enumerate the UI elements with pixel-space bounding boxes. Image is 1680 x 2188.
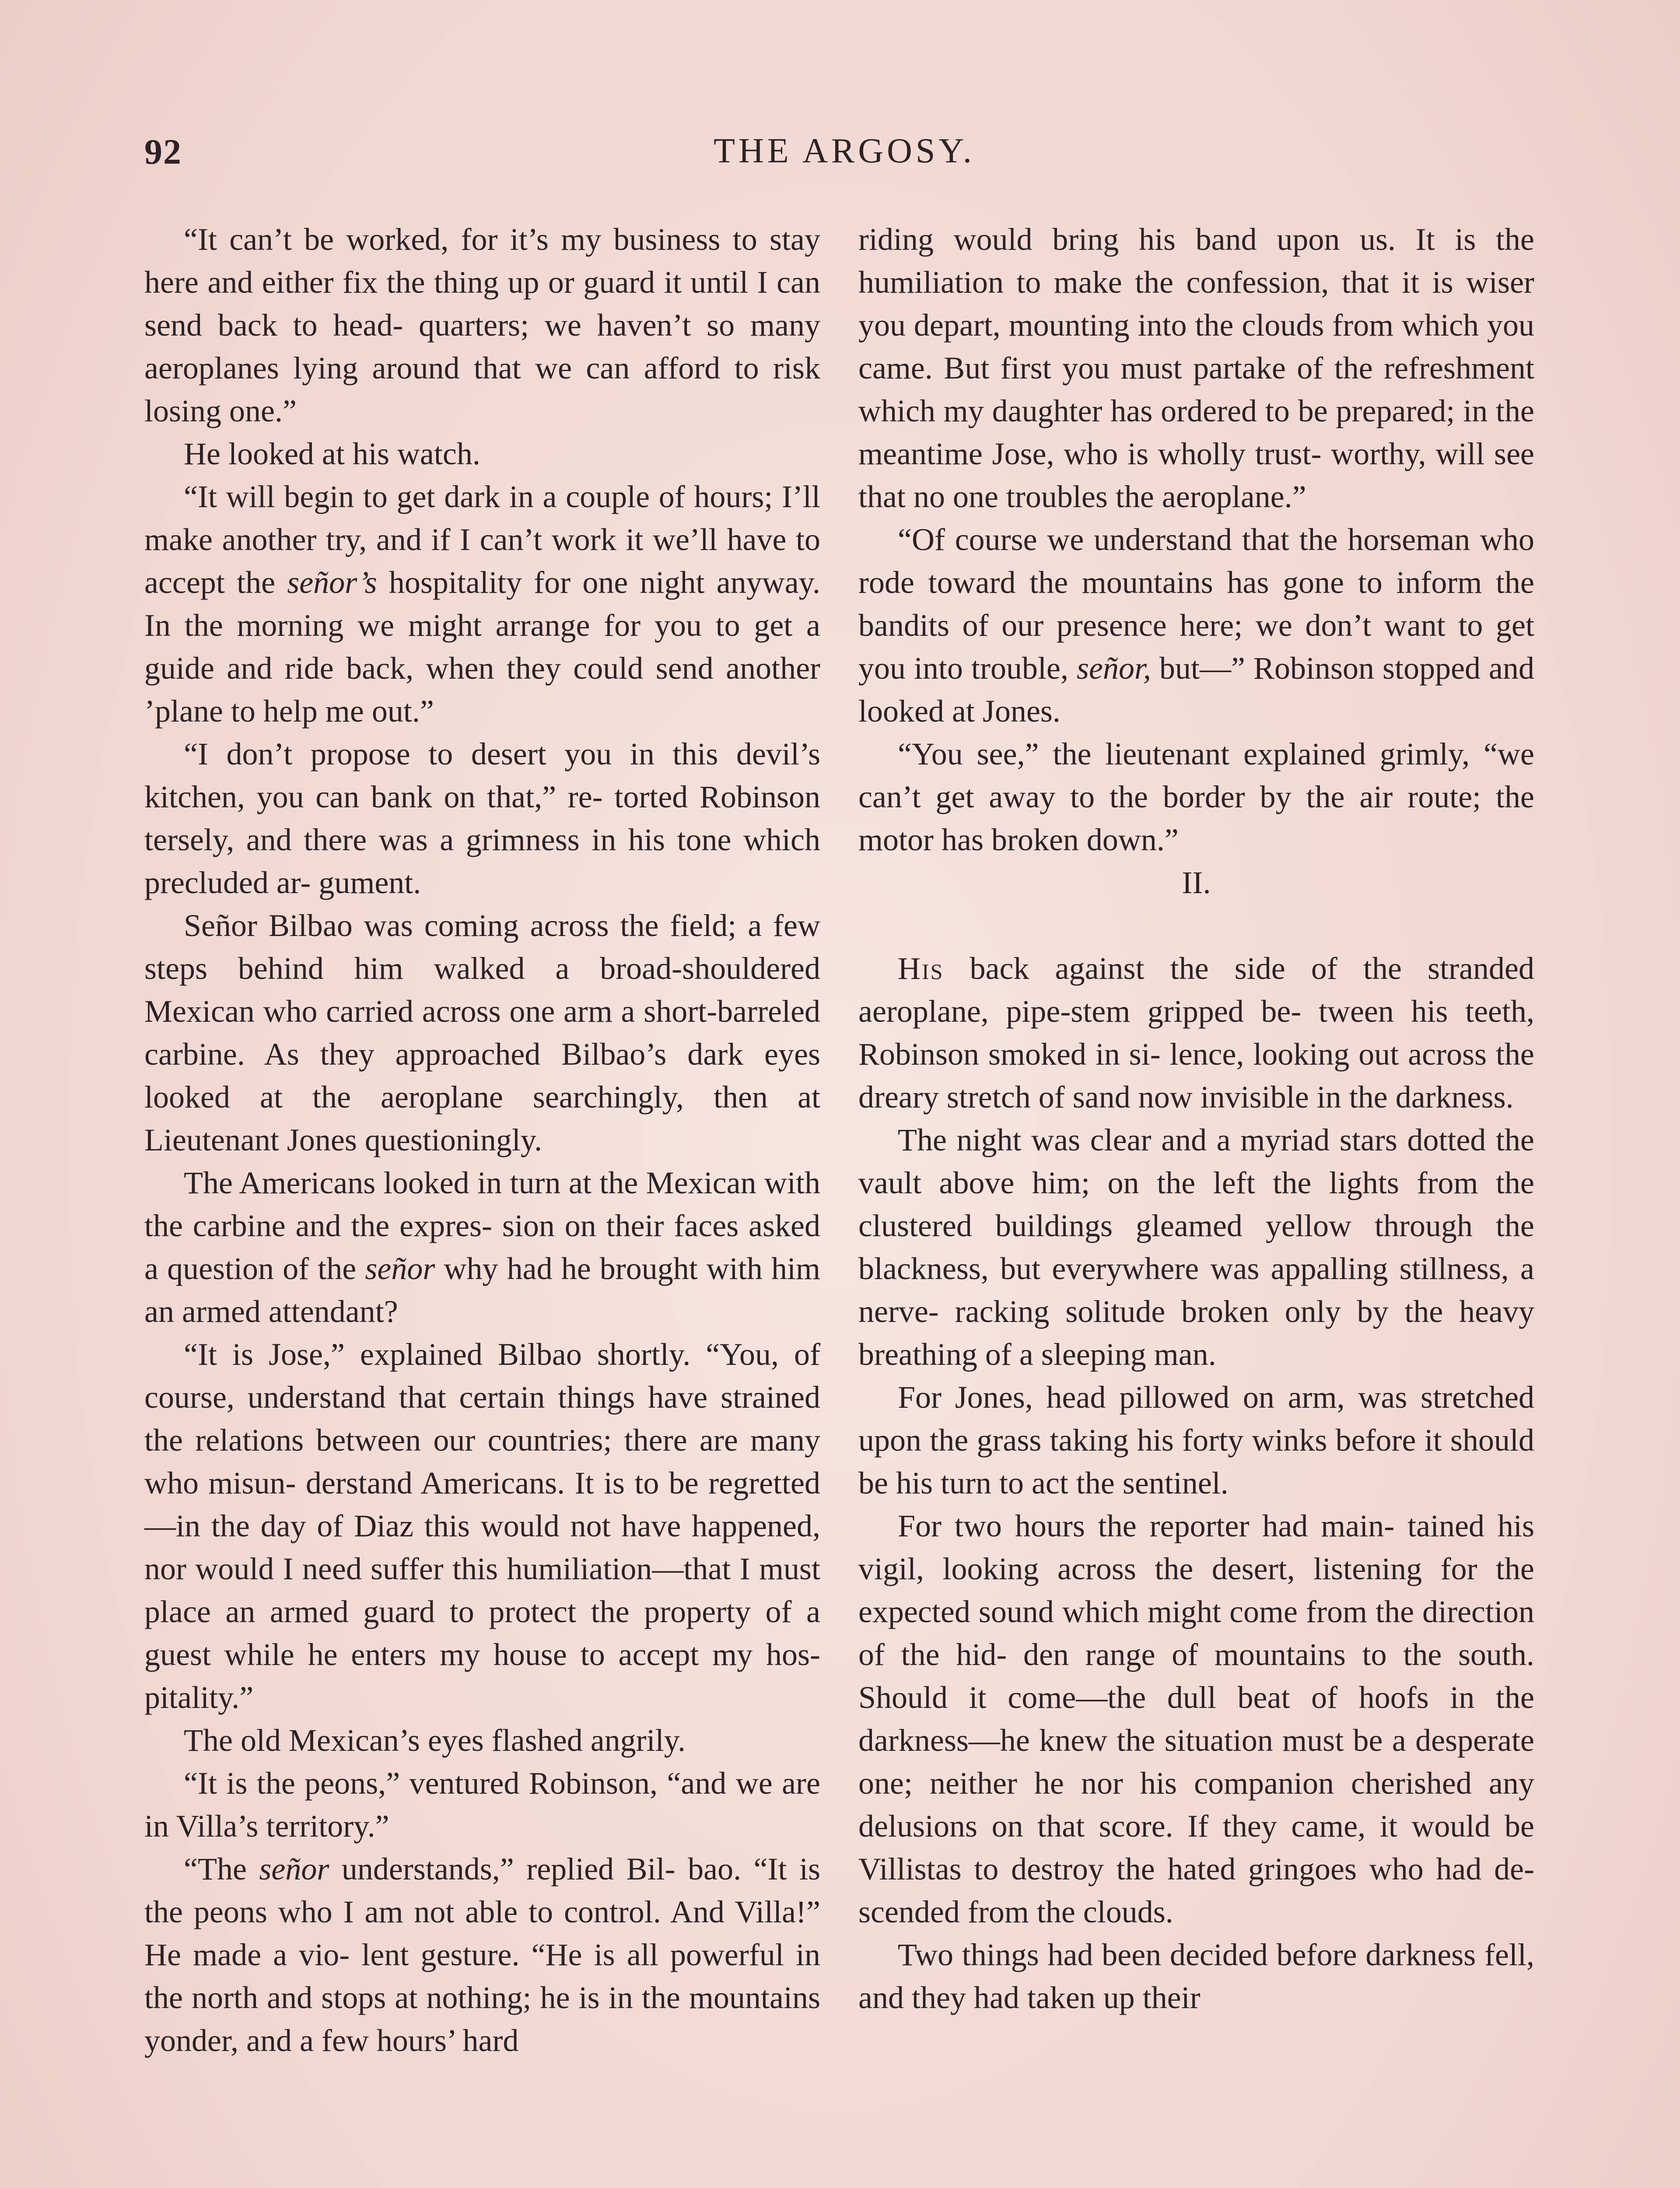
paragraph: “I don’t propose to desert you in this devil’s kitchen, you can bank on that,” re- torted Robinson tersely, and there was a grimness in his tone which precluded ar- gument. bbox=[144, 736, 820, 900]
running-head: THE ARGOSY. bbox=[714, 132, 975, 170]
page-header bbox=[144, 131, 1544, 184]
paragraph: “It is Jose,” explained Bilbao shortly. “You, of course, understand that certain things have strained the relations between our countries; there are many who misun- derstand Americans. It is to be regretted —in the day of Diaz this would not have happened, nor would I need suffer this humiliation—that I must place an armed guard to protect the property of a guest while he enters my house to accept my hos- pitality.” bbox=[144, 1337, 820, 1715]
section-heading: II. bbox=[1182, 865, 1211, 900]
paragraph: The night was clear and a myriad stars dotted the vault above him; on the left the lights from the clustered buildings gleamed yellow through the blackness, but everywhere was appalling stillness, a nerve- racking solitude broken only by the heavy breathing of a sleeping man. bbox=[858, 1122, 1534, 1372]
paragraph: “The señor understands,” replied Bil- bao. “It is the peons who I am not able to control. And Villa!” He made a vio- lent gesture. “He is all powerful in the north and stops at nothing; he is in the mountains yonder, and a few hours’ hard bbox=[144, 1851, 820, 2058]
paragraph: Two things had been decided before darkness fell, and they had taken up their bbox=[858, 1937, 1534, 2015]
paragraph: “Of course we understand that the horseman who rode toward the mountains has gone to inform the bandits of our presence here; we don’t want to get you into trouble, señor, but—” Robinson stopped and looked at Jones. bbox=[858, 522, 1534, 729]
left-column bbox=[144, 218, 820, 2062]
paragraph: “It will begin to get dark in a couple of hours; I’ll make another try, and if I can’t work it we’ll have to accept the señor’s hospitality for one night anyway. In the morning we might arrange for you to get a guide and ride back, when they could send another ’plane to help me out.” bbox=[144, 479, 821, 729]
paragraph: The old Mexican’s eyes flashed angrily. bbox=[184, 1723, 686, 1758]
paragraph: For two hours the reporter had main- tained his vigil, looking across the desert, listening for the expected sound which might come from the direction of the hid- den range of mountains to the south. Should it come—the dull beat of hoofs in the darkness—he knew the situation must be a desperate one; neither he nor his companion cherished any delusions on that score. If they came, it would be Villistas to destroy the hated gringoes who had de- scended from the clouds. bbox=[858, 1508, 1534, 1929]
paragraph: riding would bring his band upon us. It is the humiliation to make the confession, that it is wiser you depart, mounting into the clouds from which you came. But first you must partake of the refreshment which my daughter has ordered to be prepared; in the meantime Jose, who is wholly trust- worthy, will see that no one troubles the aeroplane.” bbox=[858, 222, 1534, 514]
right-column bbox=[858, 218, 1534, 2019]
paragraph: The Americans looked in turn at the Mexican with the carbine and the expres- sion on their faces asked a question of the señor why had he brought with him an armed attendant? bbox=[144, 1165, 820, 1329]
paragraph: “It is the peons,” ventured Robinson, “and we are in Villa’s territory.” bbox=[144, 1766, 820, 1844]
paragraph: For Jones, head pillowed on arm, was stretched upon the grass taking his forty winks before it should be his turn to act the sentinel. bbox=[858, 1380, 1534, 1501]
paragraph: Señor Bilbao was coming across the field; a few steps behind him walked a broad-shouldered Mexican who carried across one arm a short-barreled carbine. As they approached Bilbao’s dark eyes looked at the aeroplane searchingly, then at Lieutenant Jones questioningly. bbox=[144, 908, 820, 1157]
paragraph: “It can’t be worked, for it’s my business to stay here and either fix the thing up or guard it until I can send back to head- quarters; we haven’t so many aeroplanes lying around that we can afford to risk losing one.” bbox=[144, 222, 820, 428]
page-number: 92 bbox=[144, 132, 182, 172]
paragraph: He looked at his watch. bbox=[184, 436, 480, 471]
paragraph: “You see,” the lieutenant explained grimly, “we can’t get away to the border by the air route; the motor has broken down.” bbox=[858, 736, 1534, 857]
paragraph: His back against the side of the stranded aeroplane, pipe-stem gripped be- tween his teeth, Robinson smoked in si- lence, looking out across the dreary stretch of sand now invisible in the darkness. bbox=[858, 951, 1534, 1115]
